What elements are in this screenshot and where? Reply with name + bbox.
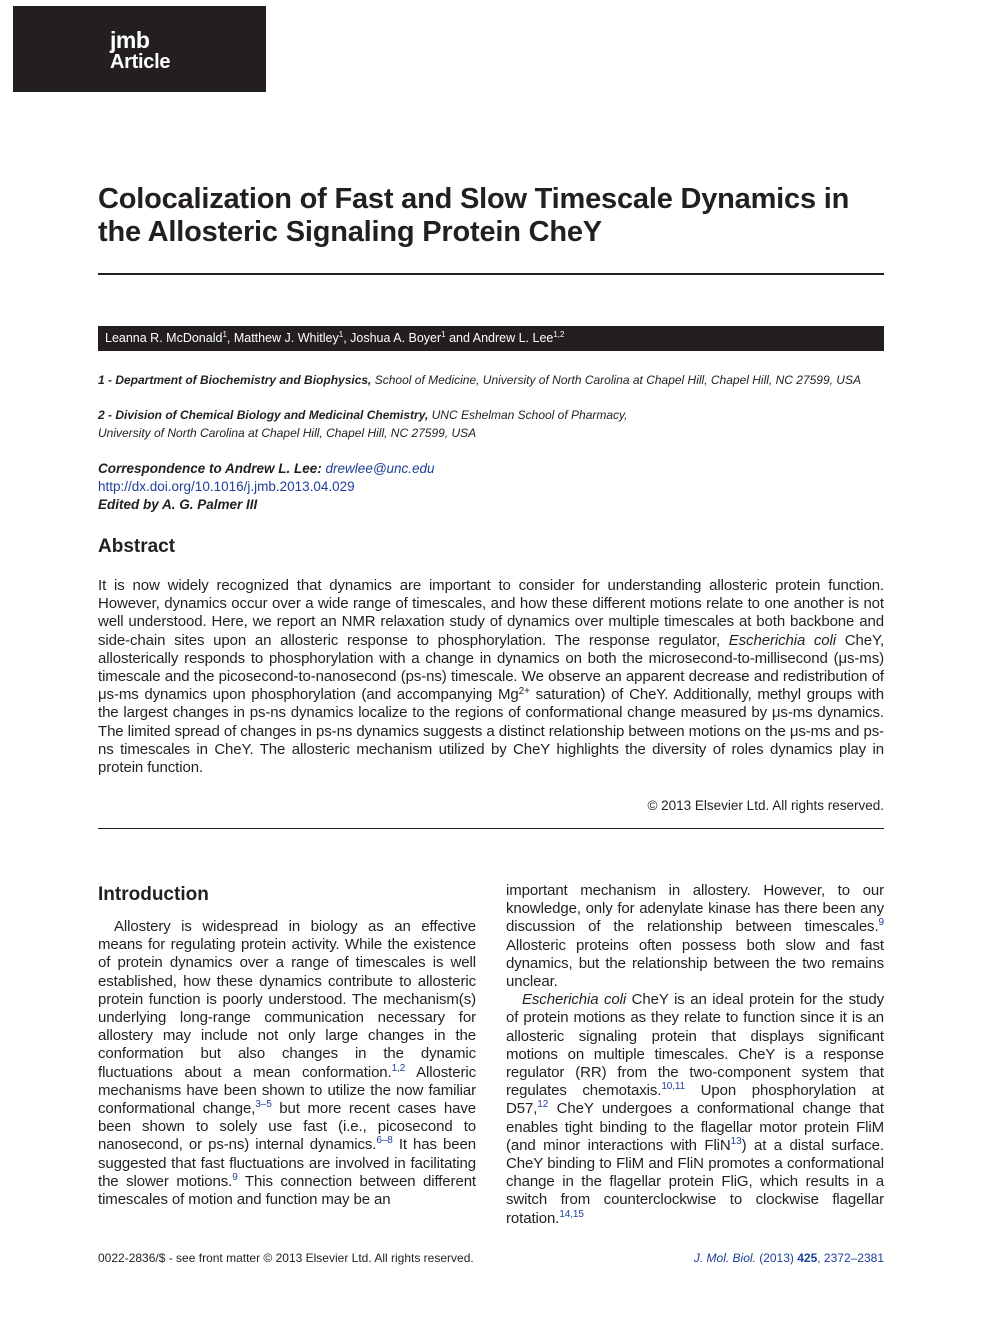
email-link[interactable]: drewlee@unc.edu bbox=[325, 461, 435, 476]
citation-ref[interactable]: 9 bbox=[878, 917, 884, 929]
intro-text: Upon phosphorylation at D57, bbox=[506, 1082, 884, 1118]
article-title: Colocalization of Fast and Slow Timescale Dynamics in the Allosteric Signaling Protein CheY bbox=[98, 183, 850, 248]
affiliation-2 bbox=[98, 407, 884, 442]
citation-ref[interactable]: 6–8 bbox=[376, 1135, 393, 1147]
species-name: Escherichia coli bbox=[728, 631, 837, 649]
intro-text: CheY undergoes a conformational change that enables tight binding to the flagellar motor protein FliM (and minor interactions with FliN bbox=[506, 1100, 884, 1154]
author-bar bbox=[98, 326, 884, 351]
author-separator: , bbox=[226, 331, 234, 345]
intro-text: This connection between different timescales of motion and function may be an bbox=[98, 1172, 476, 1209]
journal-pages: , 2372–2381 bbox=[817, 1251, 884, 1265]
author-name: Joshua A. Boyer bbox=[350, 331, 442, 345]
intro-column-left bbox=[98, 918, 476, 1209]
edited-by: Edited by A. G. Palmer III bbox=[98, 497, 258, 512]
affiliation-dept: 2 - Division of Chemical Biology and Medicinal Chemistry, bbox=[98, 408, 429, 422]
affiliation-address-line2: University of North Carolina at Chapel Hill, Chapel Hill, NC 27599, USA bbox=[98, 425, 477, 440]
intro-text: ) at a distal surface. CheY binding to FliM and FliN promotes a conformational change in the flagellar protein FliG, which results in a switch from counterclockwise to clockwise flagellar rotation. bbox=[506, 1136, 884, 1227]
title-divider bbox=[98, 273, 884, 275]
journal-badge bbox=[13, 6, 266, 92]
badge-line2: Article bbox=[110, 51, 171, 73]
footer-front-matter: 0022-2836/$ - see front matter © 2013 Elsevier Ltd. All rights reserved. bbox=[98, 1251, 474, 1265]
intro-text: CheY is an ideal protein for the study of protein motions as they relate to function since it is an allosteric signaling protein that displays significant motions on multiple timescales. CheY is a response regulator (RR) from the two-component system that regulates chemotaxis. bbox=[506, 991, 884, 1100]
author-name: Andrew L. Lee bbox=[472, 331, 554, 345]
author-affiliation-ref: 1 bbox=[338, 330, 344, 339]
intro-text: Allosteric mechanisms have been shown to utilize the now familiar conformational change, bbox=[98, 1063, 476, 1118]
intro-paragraph bbox=[98, 918, 476, 1209]
intro-paragraph bbox=[506, 882, 884, 991]
journal-name: J. Mol. Biol. bbox=[693, 1251, 756, 1265]
author-affiliation-ref: 1,2 bbox=[553, 330, 565, 339]
citation-ref[interactable]: 14,15 bbox=[559, 1208, 584, 1220]
abstract-text bbox=[98, 577, 884, 777]
abstract-divider bbox=[98, 828, 884, 829]
intro-text: Allostery is widespread in biology as an effective means for regulating protein activity. While the existence of protein dynamics over a range of timescales is well established, how these dynamics contribute to allosteric protein function is poorly understood. The mechanism(s) underlying long-range communication necessary for allostery may include not only large changes in the conformation but also changes in the dynamic fluctuations about a mean conformation. bbox=[98, 918, 476, 1081]
intro-text: but more recent cases have been shown to solely use fast (i.e., picosecond to nanosecond, or ps-ns) internal dynamics. bbox=[98, 1100, 477, 1154]
journal-year: (2013) bbox=[755, 1251, 798, 1265]
affiliation-dept: 1 - Department of Biochemistry and Biophysics, bbox=[98, 373, 372, 387]
author-separator: , bbox=[343, 331, 351, 345]
author-affiliation-ref: 1 bbox=[441, 330, 446, 339]
footer-citation[interactable] bbox=[560, 1250, 884, 1266]
introduction-heading: Introduction bbox=[98, 884, 209, 905]
intro-text: It has been suggested that fast fluctuations are involved in facilitating the slower motions. bbox=[98, 1136, 476, 1190]
citation-ref[interactable]: 1,2 bbox=[391, 1062, 406, 1074]
author-separator: and bbox=[445, 331, 473, 345]
affiliation-address: School of Medicine, University of North Carolina at Chapel Hill, Chapel Hill, NC 27599, USA bbox=[371, 373, 861, 387]
intro-paragraph bbox=[506, 991, 884, 1228]
affiliation-1 bbox=[98, 372, 884, 390]
ion-charge: 2+ bbox=[518, 686, 530, 698]
author-affiliation-ref: 1 bbox=[222, 330, 227, 339]
correspondence bbox=[98, 460, 435, 478]
citation-ref[interactable]: 13 bbox=[730, 1135, 742, 1147]
citation-ref[interactable]: 9 bbox=[232, 1171, 238, 1183]
doi bbox=[98, 478, 355, 496]
species-name: Escherichia coli bbox=[522, 991, 627, 1009]
citation-ref[interactable]: 3–5 bbox=[255, 1099, 272, 1111]
correspondence-label: Correspondence to Andrew L. Lee: bbox=[98, 461, 322, 476]
abstract-copyright: © 2013 Elsevier Ltd. All rights reserved. bbox=[647, 798, 884, 813]
badge-line1: jmb bbox=[110, 27, 150, 53]
author-name: Leanna R. McDonald bbox=[105, 331, 223, 345]
author-name: Matthew J. Whitley bbox=[233, 331, 339, 345]
abstract-heading: Abstract bbox=[98, 536, 176, 557]
intro-text: Allosteric proteins often possess both slow and fast dynamics, but the relationship between the two remains unclear. bbox=[506, 936, 884, 991]
intro-column-right bbox=[506, 882, 884, 1228]
intro-text: important mechanism in allostery. However, to our knowledge, only for adenylate kinase has there been any discussion of the relationship between timescales. bbox=[506, 882, 884, 936]
abstract-part: CheY, allosterically responds to phosphorylation with a change in dynamics on both the microsecond-to-millisecond (μs-ms) timescale and the picosecond-to-nanosecond (ps-ns) timescale. We observe an apparent decrease and redistribution of μs-ms dynamics upon phosphorylation (and accompanying Mg bbox=[98, 631, 885, 704]
journal-volume: 425 bbox=[797, 1251, 818, 1265]
citation-ref[interactable]: 10,11 bbox=[661, 1081, 686, 1093]
jmb-article-logo bbox=[110, 27, 171, 73]
abstract-part: It is now widely recognized that dynamics are important to consider for understanding allosteric protein function. However, dynamics occur over a wide range of timescales, and how these different motions relate to one another is not well understood. Here, we report an NMR relaxation study of dynamics over multiple timescales at both backbone and side-chain sites upon an allosteric response to phosphorylation. The response regulator, bbox=[98, 577, 884, 649]
doi-link[interactable]: http://dx.doi.org/10.1016/j.jmb.2013.04.029 bbox=[98, 479, 355, 494]
abstract-part: saturation) of CheY. Additionally, methyl groups with the largest changes in ps-ns dynamics localize to the regions of conformational change measured by μs-ms dynamics. The limited spread of changes in ps-ns dynamics suggests a distinct relationship between motions on the μs-ms and ps-ns timescales in CheY. The allosteric mechanism utilized by CheY highlights the diversity of roles dynamics play in protein function. bbox=[98, 686, 884, 777]
affiliation-address: UNC Eshelman School of Pharmacy, bbox=[428, 408, 628, 422]
citation-ref[interactable]: 12 bbox=[537, 1099, 549, 1111]
